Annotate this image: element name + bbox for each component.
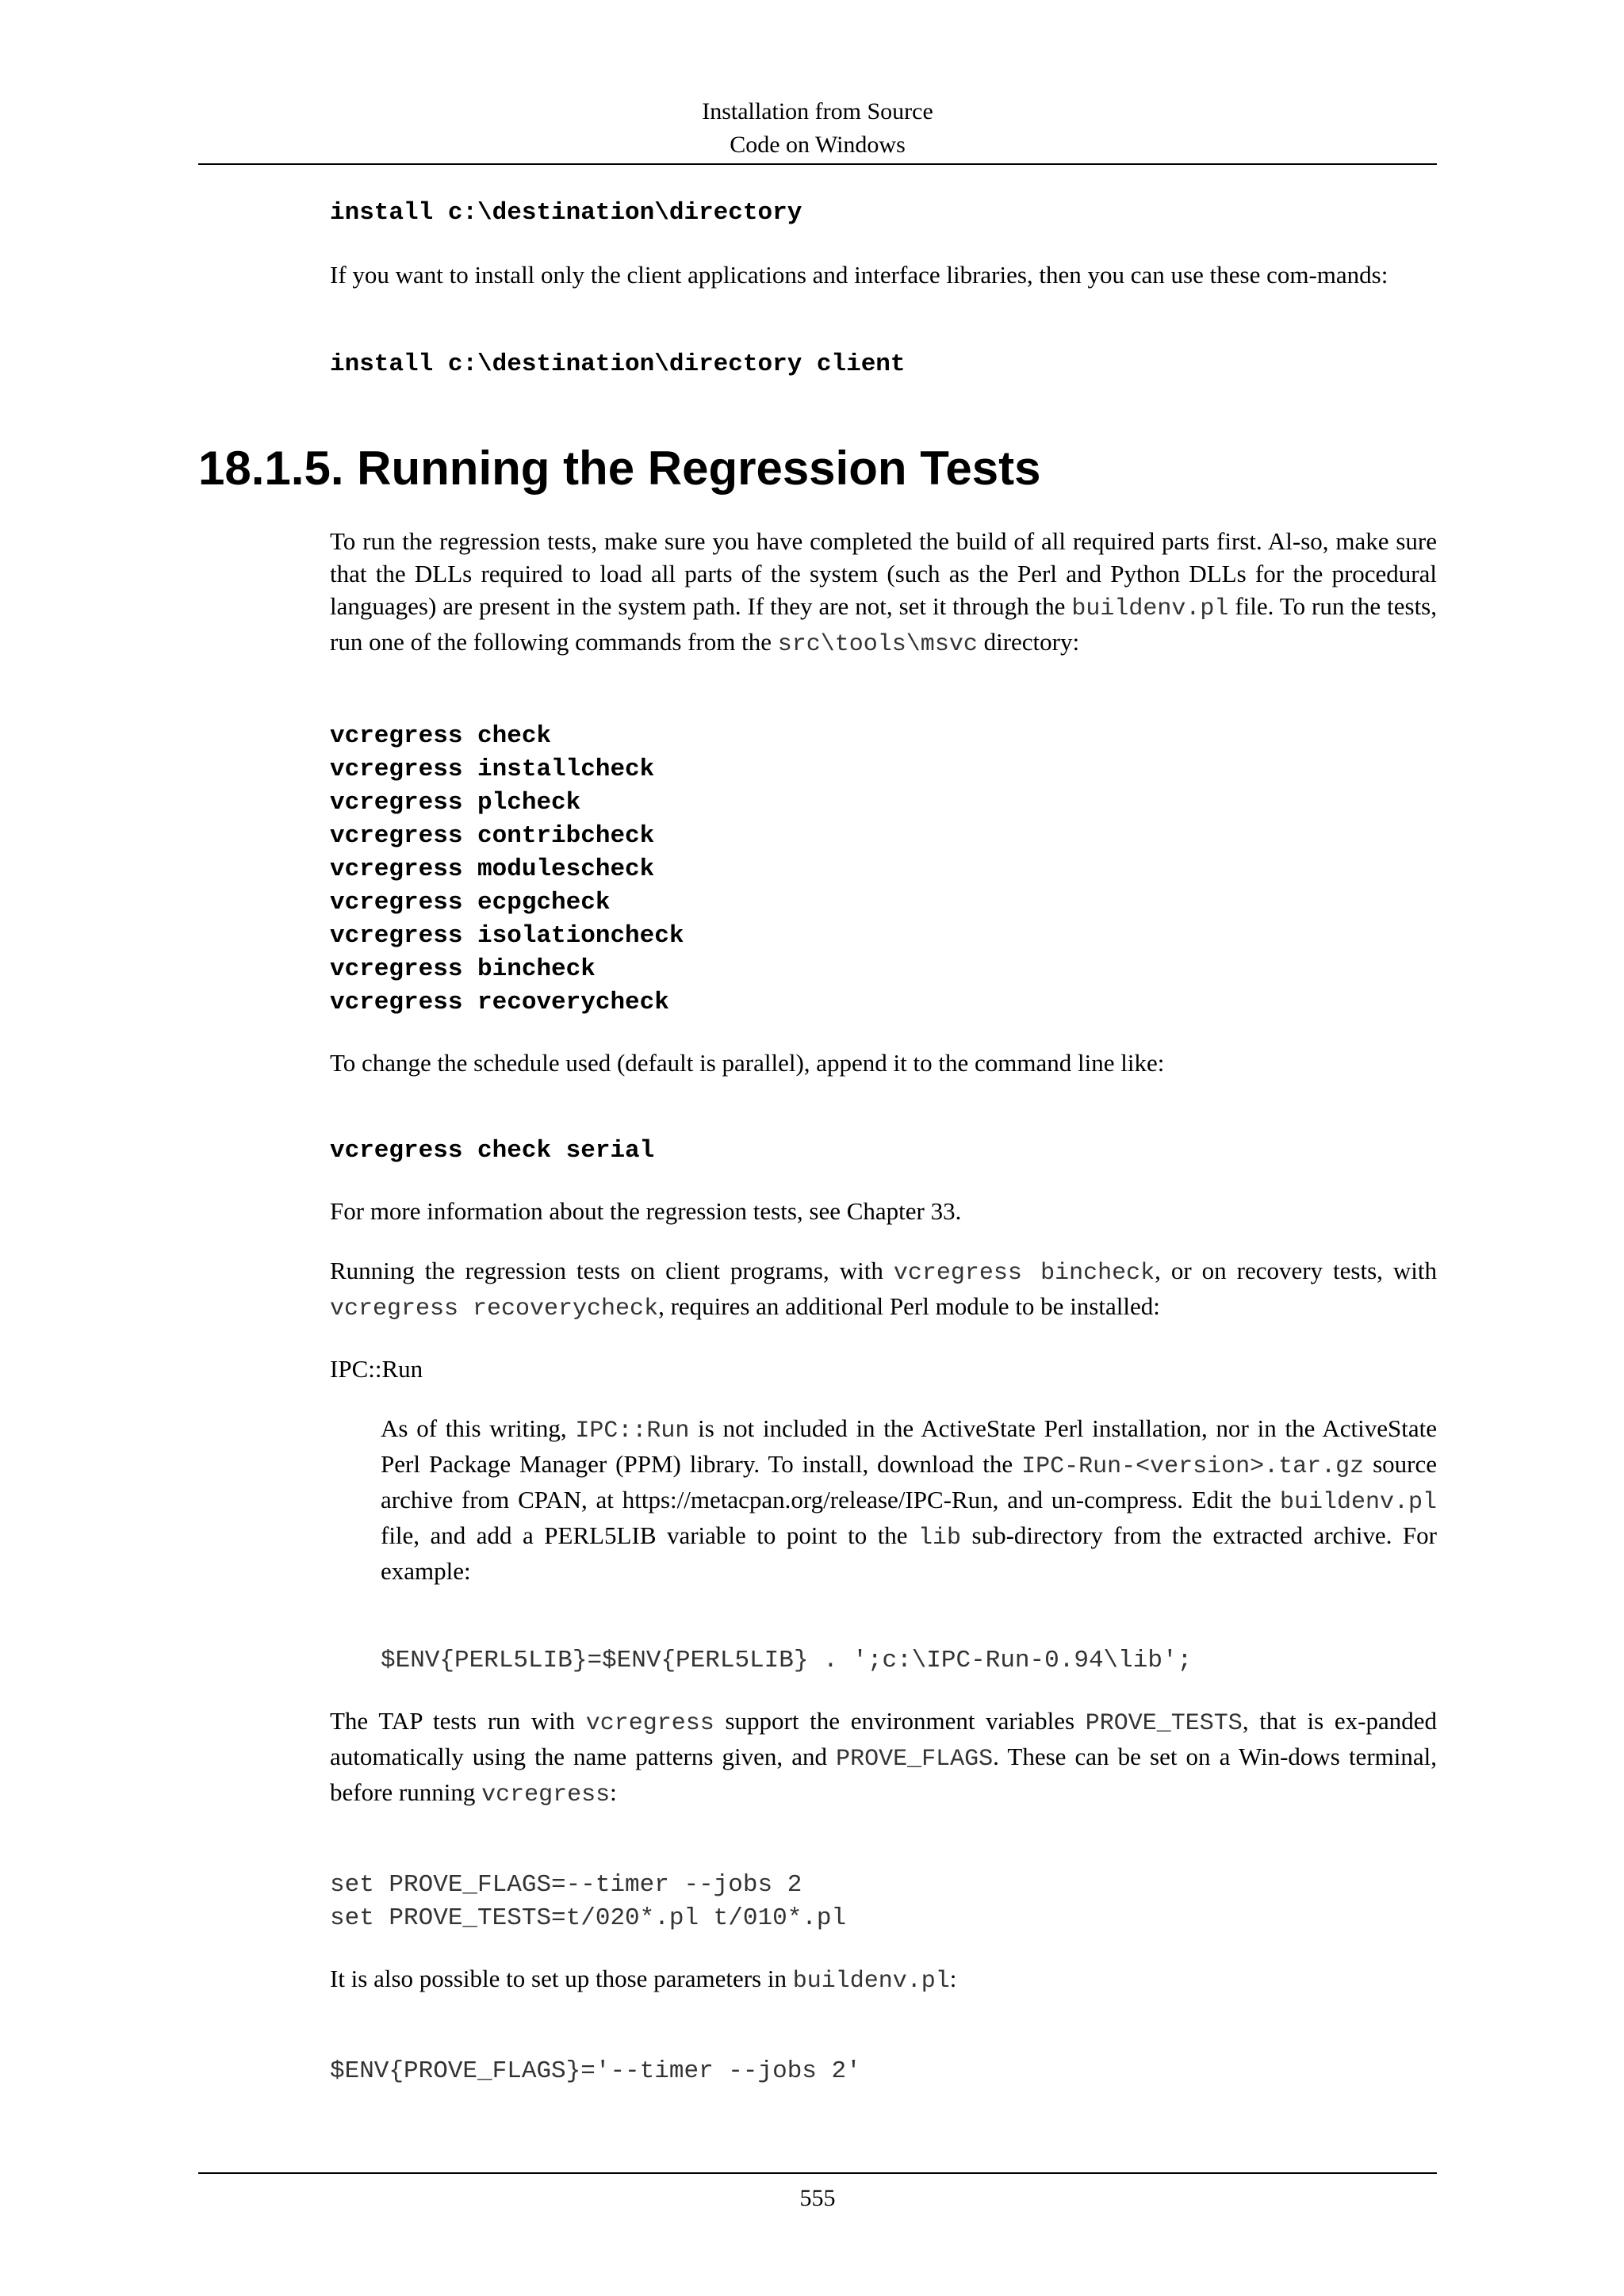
- code-vcregress-bincheck: vcregress bincheck: [893, 1260, 1155, 1287]
- code-lib: lib: [918, 1525, 962, 1552]
- buildenv-paragraph: It is also possible to set up those parameters in buildenv.pl:: [330, 1965, 957, 1995]
- code-ipc-run-archive: IPC-Run-<version>.tar.gz: [1021, 1453, 1365, 1480]
- perl5lib-example: $ENV{PERL5LIB}=$ENV{PERL5LIB} . ';c:\IPC-Run-0.94\lib';: [381, 1647, 1193, 1674]
- header-rule: [198, 163, 1437, 165]
- run-tests-paragraph: To run the regression tests, make sure you have completed the build of all required parts first. Al-so, make sure that the DLLs required to load all parts of the system (such as the Perl and Python DLLs for the procedural languages) are present in the system path. If they are not, set it through the buildenv.pl file. To run the tests, run one of the following commands from the src\tools\msvc directory:: [330, 527, 1437, 658]
- ipc-run-term: IPC::Run: [330, 1355, 423, 1383]
- install-client-command: install c:\destination\directory client: [330, 350, 906, 378]
- vcregress-commands: vcregress check vcregress installcheck vcregress plcheck vcregress contribcheck vcregress modulescheck vcregress ecpgcheck vcregress isolationcheck vcregress bincheck vcregress recoverycheck: [330, 722, 684, 1016]
- code-vcregress: vcregress: [585, 1710, 714, 1737]
- serial-command: vcregress check serial: [330, 1137, 655, 1165]
- code-ipc-run: IPC::Run: [575, 1418, 690, 1445]
- running-header-line1: Installation from Source: [702, 98, 933, 124]
- install-command: install c:\destination\directory: [330, 199, 802, 227]
- more-info-paragraph: For more information about the regression tests, see Chapter 33.: [330, 1197, 962, 1225]
- footer-rule: [198, 2172, 1437, 2174]
- code-prove-flags: PROVE_FLAGS: [836, 1746, 994, 1773]
- tap-tests-paragraph: The TAP tests run with vcregress support the environment variables PROVE_TESTS, that is ex-panded automatically using the name patterns given, and PROVE_FLAGS. These can be set on a Win-dows terminal, before running vcregress:: [330, 1707, 1437, 1808]
- code-buildenv: buildenv.pl: [1071, 595, 1229, 622]
- env-prove-flags-example: $ENV{PROVE_FLAGS}='--timer --jobs 2': [330, 2057, 861, 2085]
- code-vcregress-recoverycheck: vcregress recoverycheck: [330, 1295, 659, 1322]
- running-header-line2: Code on Windows: [730, 132, 906, 158]
- client-install-paragraph: If you want to install only the client applications and interface libraries, then you can use these com-mands:: [330, 261, 1388, 289]
- schedule-paragraph: To change the schedule used (default is parallel), append it to the command line like:: [330, 1049, 1165, 1077]
- code-buildenv-2: buildenv.pl: [1279, 1489, 1437, 1516]
- code-prove-tests: PROVE_TESTS: [1085, 1710, 1243, 1737]
- code-vcregress-2: vcregress: [481, 1781, 611, 1808]
- code-buildenv-3: buildenv.pl: [792, 1968, 950, 1995]
- content-upper: [330, 190, 1437, 381]
- running-header: [198, 95, 1437, 162]
- ipc-run-paragraph: As of this writing, IPC::Run is not included in the ActiveState Perl installation, nor in the ActiveState Perl Package Manager (PPM) library. To install, download the IPC-Run-<version>.tar.gz source archive from CPAN, at https://metacpan.org/release/IPC-Run, and un-compress. Edit the buildenv.pl file, and add a PERL5LIB variable to point to the lib sub-directory from the extracted archive. For example:: [381, 1414, 1437, 1585]
- page-number: 555: [799, 2185, 836, 2211]
- code-src-tools-msvc: src\tools\msvc: [777, 631, 978, 658]
- section-title: 18.1.5. Running the Regression Tests: [198, 442, 1041, 495]
- set-prove-example: set PROVE_FLAGS=--timer --jobs 2 set PROVE_TESTS=t/020*.pl t/010*.pl: [330, 1871, 847, 1932]
- client-programs-paragraph: Running the regression tests on client programs, with vcregress bincheck, or on recovery tests, with vcregress recoverycheck, requires an additional Perl module to be installed:: [330, 1257, 1437, 1322]
- content-main: [330, 525, 1437, 2088]
